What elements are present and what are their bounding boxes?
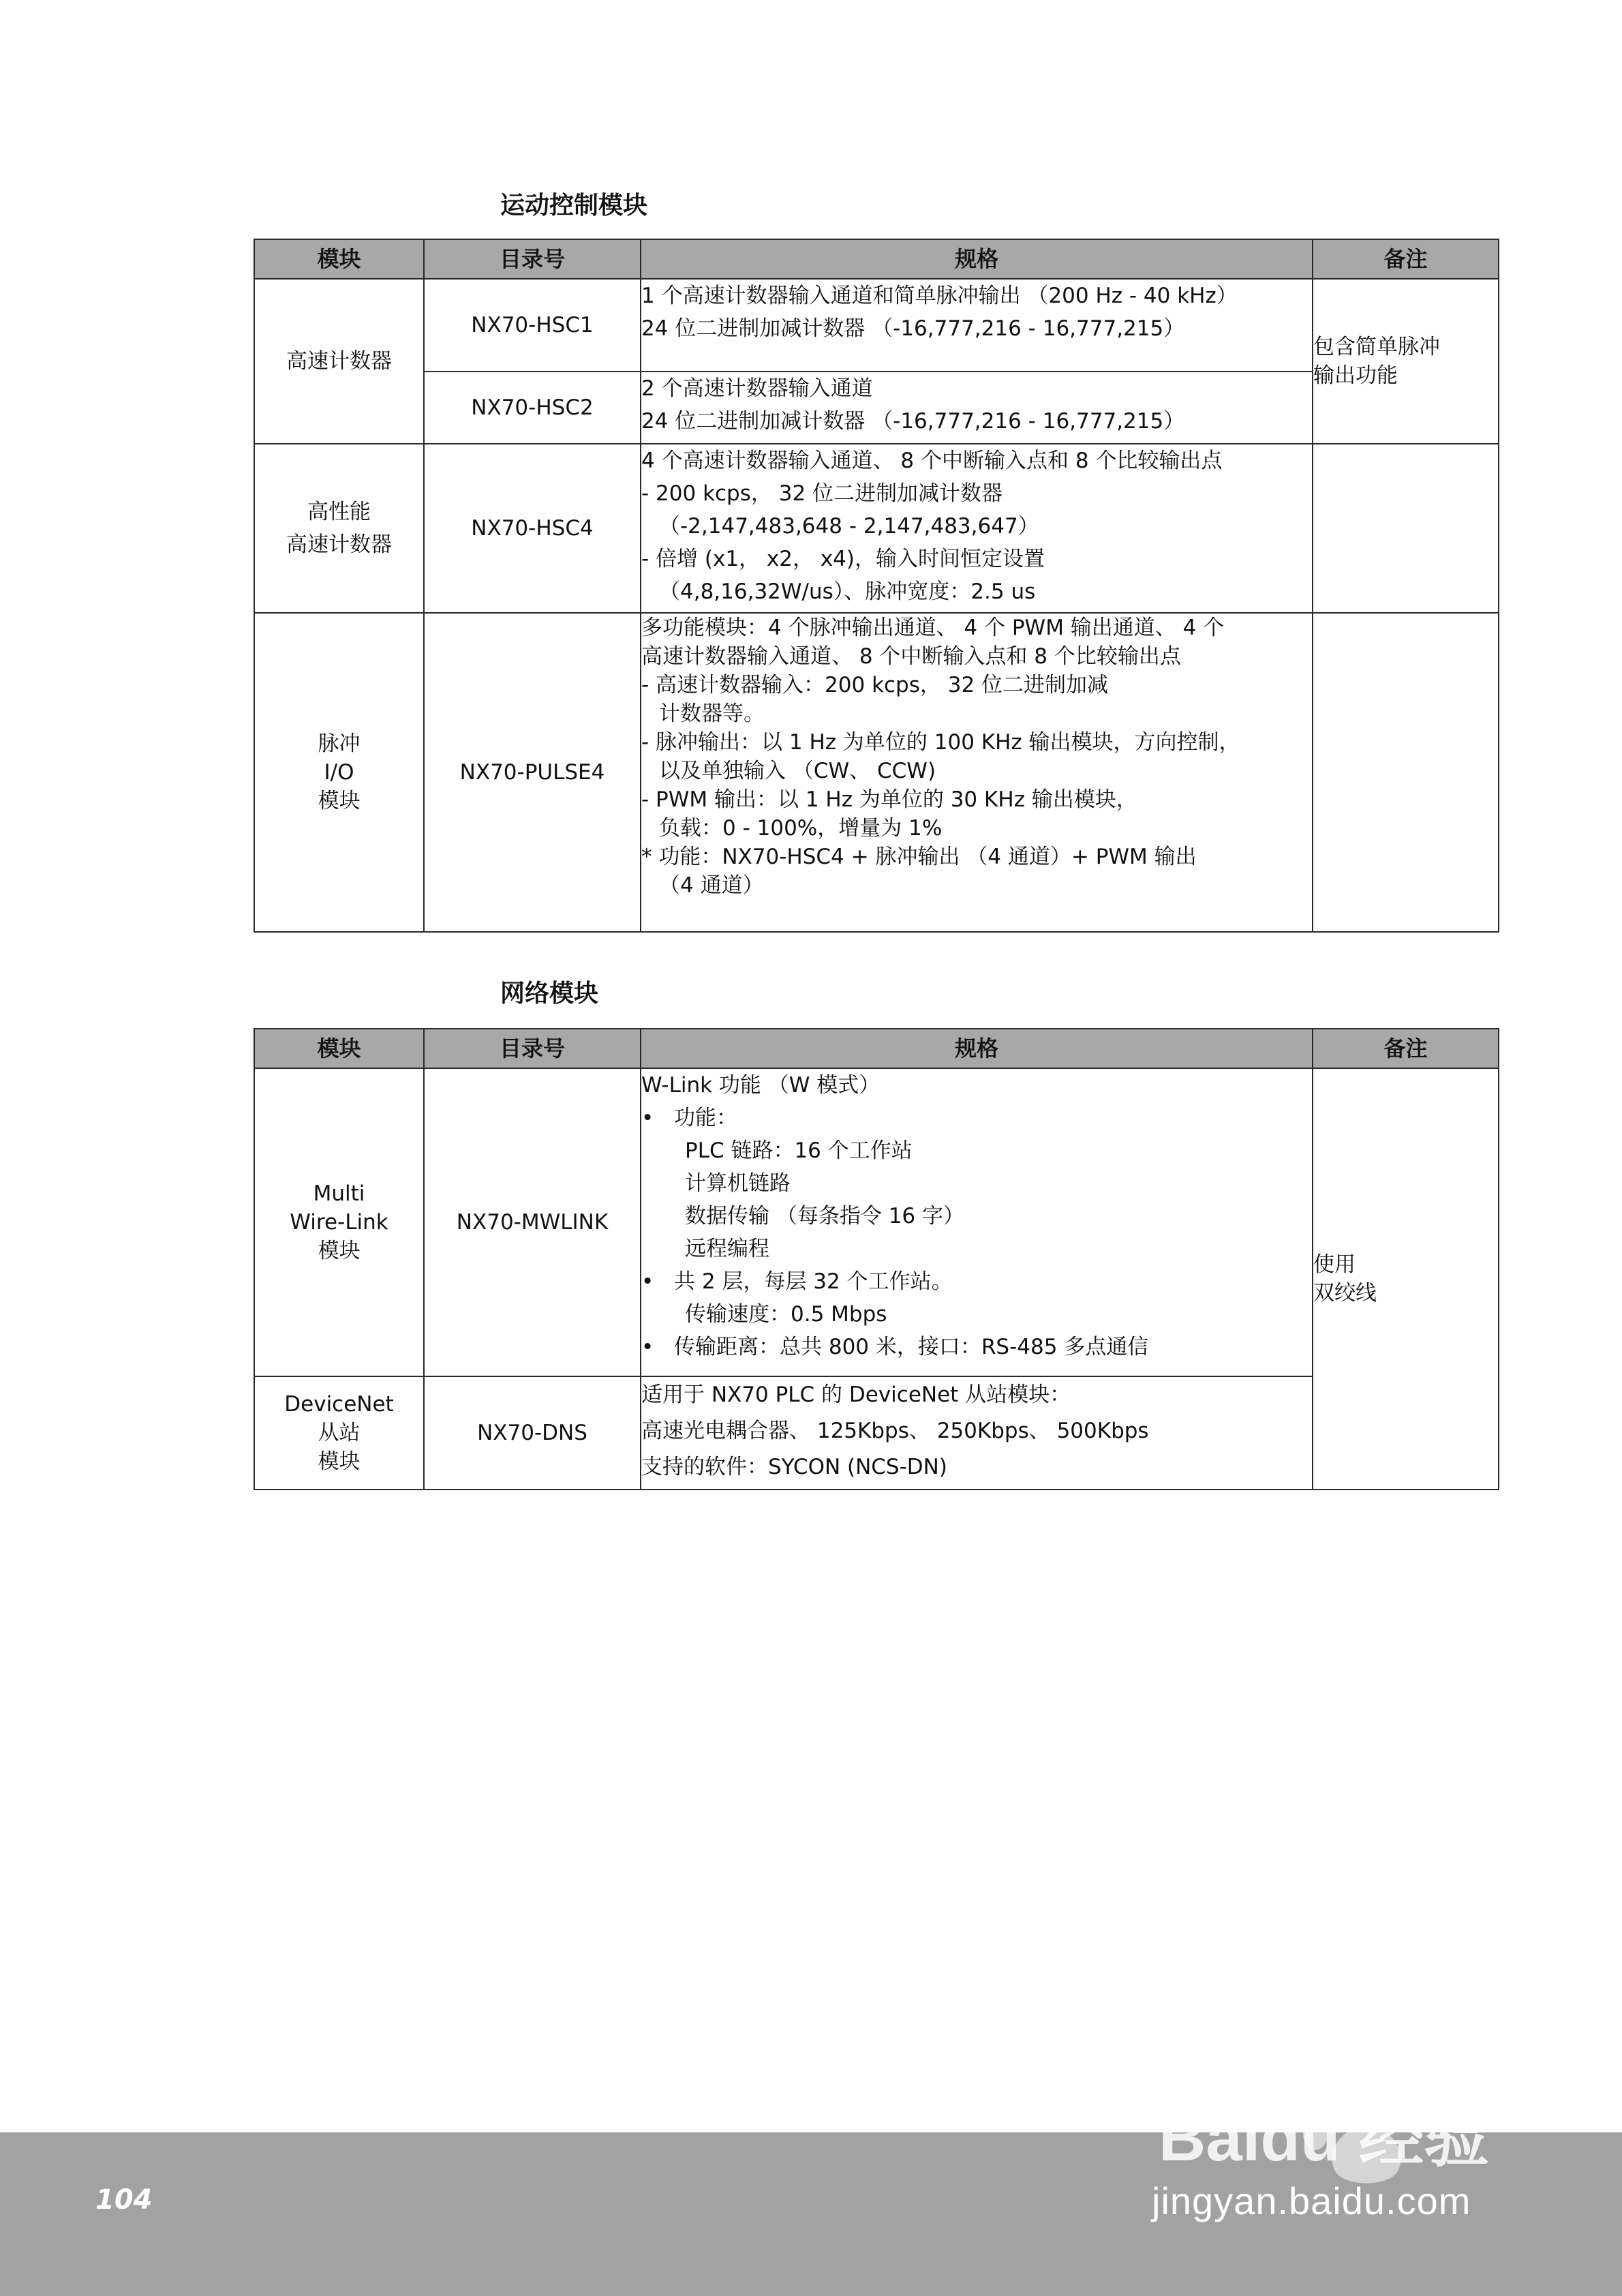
spec-line <box>641 1265 1312 1298</box>
spec-line: 支持的软件：SYCON (NCS-DN) <box>641 1455 947 1479</box>
table-row <box>254 1376 1499 1490</box>
spec-line: 传输速度：0.5 Mbps <box>685 1302 887 1327</box>
catalog-cell: NX70-HSC1 <box>424 279 641 372</box>
module-line: 高性能 <box>307 500 371 524</box>
spec-line: - PWM 输出：以 1 Hz 为单位的 30 KHz 输出模块， <box>641 787 1137 812</box>
spec-line: 1 个高速计数器输入通道和简单脉冲输出 （200 Hz - 40 kHz） <box>641 284 1238 308</box>
header-spec: 规格 <box>641 239 1313 279</box>
note-line: 使用 <box>1313 1252 1356 1277</box>
bullet: • <box>641 1106 654 1130</box>
module-line: Multi <box>313 1181 365 1206</box>
module-cell <box>254 1376 424 1490</box>
bullet: • <box>641 1335 654 1359</box>
spec-line: - 高速计数器输入：200 kcps， 32 位二进制加减 <box>641 673 1109 697</box>
catalog-cell: NX70-PULSE4 <box>424 613 641 932</box>
spec-line: （4 通道） <box>659 873 764 898</box>
spec-line: - 倍增 (x1， x2， x4)，输入时间恒定设置 <box>641 547 1045 571</box>
header-catalog: 目录号 <box>424 239 641 279</box>
spec-cell <box>641 1376 1313 1490</box>
table-row <box>254 613 1499 932</box>
table-row <box>254 444 1499 613</box>
spec-line: 计数器等。 <box>659 701 765 726</box>
watermark-url: jingyan.baidu.com <box>1152 2179 1471 2222</box>
bullet: • <box>641 1269 654 1294</box>
table-header-row <box>254 239 1499 279</box>
note-cell <box>1313 1068 1499 1490</box>
module-line: DeviceNet <box>284 1392 394 1417</box>
spec-line: 2 个高速计数器输入通道 <box>641 376 873 401</box>
function-label: 功能： <box>674 1106 737 1130</box>
module-line: 高速计数器 <box>286 532 392 557</box>
module-line: 模块 <box>318 1449 361 1474</box>
spec-line: 数据传输 （每条指令 16 字） <box>685 1204 965 1228</box>
spec-line: - 脉冲输出：以 1 Hz 为单位的 100 KHz 输出模块，方向控制， <box>641 730 1240 755</box>
spec-cell <box>641 279 1313 372</box>
header-catalog: 目录号 <box>424 1029 641 1068</box>
layers-text: 共 2 层，每层 32 个工作站。 <box>674 1269 953 1294</box>
table-header-row <box>254 1029 1499 1068</box>
module-cell: 高速计数器 <box>254 279 424 444</box>
spec-line: W-Link 功能 （W 模式） <box>641 1073 881 1098</box>
spec-line: 4 个高速计数器输入通道、 8 个中断输入点和 8 个比较输出点 <box>641 449 1223 473</box>
header-spec: 规格 <box>641 1029 1313 1068</box>
module-line: 从站 <box>318 1421 361 1445</box>
catalog-cell: NX70-DNS <box>424 1376 641 1490</box>
module-line: 模块 <box>318 1239 361 1263</box>
spec-line: 24 位二进制加减计数器 （-16,777,216 - 16,777,215） <box>641 316 1185 341</box>
spec-cell <box>641 444 1313 613</box>
note-cell <box>1313 279 1499 444</box>
module-cell <box>254 1068 424 1376</box>
spec-cell <box>641 372 1313 444</box>
module-line: 模块 <box>318 789 361 813</box>
spec-line: 多功能模块：4 个脉冲输出通道、 4 个 PWM 输出通道、 4 个 <box>641 616 1225 640</box>
spec-line: 高速光电耦合器、 125Kbps、 250Kbps、 500Kbps <box>641 1419 1149 1443</box>
note-line: 双绞线 <box>1313 1281 1377 1305</box>
spec-line: （4,8,16,32W/us）、脉冲宽度：2.5 us <box>659 579 1036 604</box>
distance-text: 传输距离：总共 800 米，接口：RS-485 多点通信 <box>674 1335 1149 1359</box>
spec-line: 适用于 NX70 PLC 的 DeviceNet 从站模块： <box>641 1383 1071 1407</box>
network-section-title: 网络模块 <box>500 980 599 1008</box>
module-line: Wire-Link <box>290 1210 388 1235</box>
page-number: 104 <box>95 2184 153 2216</box>
note-line: 输出功能 <box>1313 363 1398 388</box>
spec-line: 计算机链路 <box>685 1171 791 1196</box>
spec-line: * 功能：NX70-HSC4 + 脉冲输出 （4 通道）+ PWM 输出 <box>641 845 1197 869</box>
spec-cell <box>641 613 1313 932</box>
watermark-brand: Baidu 经验 <box>1159 2102 1490 2175</box>
spec-line: （-2,147,483,648 - 2,147,483,647） <box>659 514 1039 539</box>
network-module-table <box>254 1028 1499 1490</box>
table-row <box>254 372 1499 444</box>
spec-line <box>641 1331 1312 1363</box>
spec-cell <box>641 1068 1313 1376</box>
table-row <box>254 279 1499 372</box>
note-cell <box>1313 613 1499 932</box>
catalog-cell: NX70-HSC2 <box>424 372 641 444</box>
spec-line: 以及单独输入 （CW、 CCW) <box>659 759 936 783</box>
spec-line: 24 位二进制加减计数器 （-16,777,216 - 16,777,215） <box>641 409 1185 434</box>
module-line: I/O <box>324 760 354 785</box>
motion-section-title: 运动控制模块 <box>500 192 648 220</box>
table-row <box>254 1068 1499 1376</box>
spec-line: PLC 链路：16 个工作站 <box>685 1138 913 1163</box>
spec-line: 远程编程 <box>685 1237 769 1261</box>
spec-line: - 200 kcps， 32 位二进制加减计数器 <box>641 481 1003 506</box>
note-line: 包含简单脉冲 <box>1313 335 1440 359</box>
spec-line: 高速计数器输入通道、 8 个中断输入点和 8 个比较输出点 <box>641 644 1181 669</box>
spec-line <box>641 1102 1312 1134</box>
note-cell <box>1313 444 1499 613</box>
catalog-cell: NX70-MWLINK <box>424 1068 641 1376</box>
spec-line: 负载：0 - 100%，增量为 1% <box>659 816 943 841</box>
module-line: 脉冲 <box>318 731 361 756</box>
motion-control-table <box>254 239 1499 933</box>
catalog-cell: NX70-HSC4 <box>424 444 641 613</box>
header-module: 模块 <box>254 239 424 279</box>
header-note: 备注 <box>1313 1029 1499 1068</box>
module-cell <box>254 444 424 613</box>
header-module: 模块 <box>254 1029 424 1068</box>
header-note: 备注 <box>1313 239 1499 279</box>
module-cell <box>254 613 424 932</box>
